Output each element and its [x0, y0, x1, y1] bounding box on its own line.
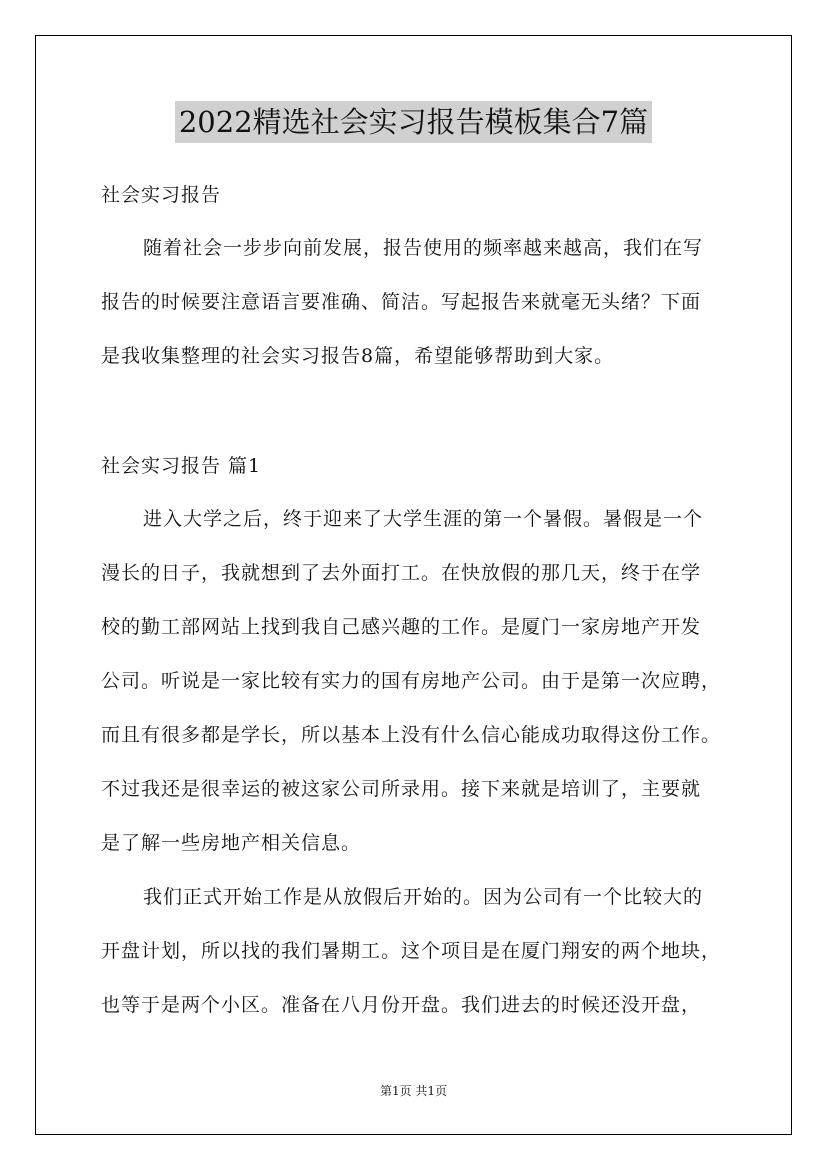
- intro-heading: 社会实习报告: [101, 184, 222, 206]
- paragraph-line: 而且有很多都是学长，所以基本上没有什么信心能成功取得这份工作。: [101, 724, 722, 746]
- paragraph-line: 也等于是两个小区。准备在八月份开盘。我们进去的时候还没开盘，: [101, 994, 702, 1016]
- intro-line: 是我收集整理的社会实习报告8篇，希望能够帮助到大家。: [101, 345, 615, 367]
- page-footer: [0, 1083, 827, 1099]
- paragraph-line: 我们正式开始工作是从放假后开始的。因为公司有一个比较大的: [143, 886, 704, 908]
- paragraph-line: 漫长的日子，我就想到了去外面打工。在快放假的那几天，终于在学: [101, 562, 702, 584]
- title-container: [0, 101, 827, 143]
- paragraph-line: 开盘计划，所以找的我们暑期工。这个项目是在厦门翔安的两个地块，: [101, 940, 722, 962]
- document-title: 2022精选社会实习报告模板集合7篇: [175, 101, 652, 143]
- paragraph-line: 进入大学之后，终于迎来了大学生涯的第一个暑假。暑假是一个: [143, 508, 704, 530]
- paragraph-line: 校的勤工部网站上找到我自己感兴趣的工作。是厦门一家房地产开发: [101, 616, 702, 638]
- intro-line: 报告的时候要注意语言要准确、简洁。写起报告来就毫无头绪？下面: [101, 291, 702, 313]
- paragraph-line: 不过我还是很幸运的被这家公司所录用。接下来就是培训了，主要就: [101, 778, 702, 800]
- page-number: 第1页 共1页: [379, 1084, 448, 1098]
- paragraph-line: 公司。听说是一家比较有实力的国有房地产公司。由于是第一次应聘，: [101, 670, 722, 692]
- intro-line: 随着社会一步步向前发展，报告使用的频率越来越高，我们在写: [143, 237, 704, 259]
- section-heading: 社会实习报告 篇1: [101, 455, 262, 477]
- paragraph-line: 是了解一些房地产相关信息。: [101, 832, 362, 854]
